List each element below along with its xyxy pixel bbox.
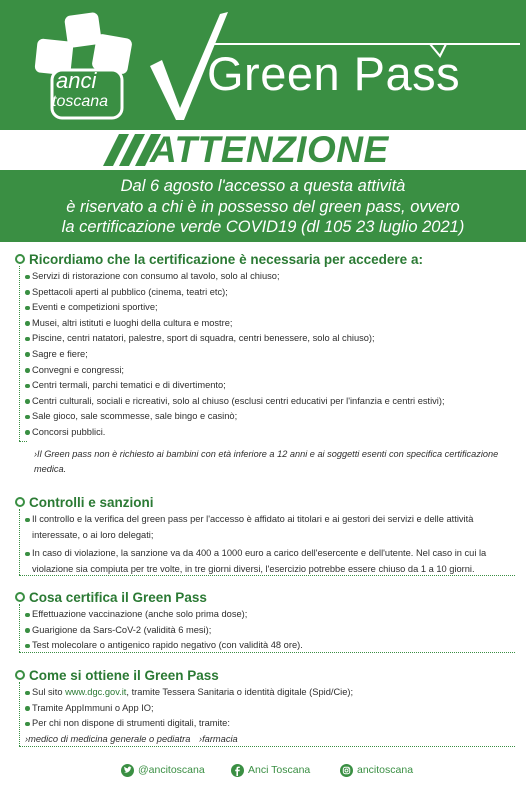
footer bbox=[0, 757, 526, 783]
section-title: Cosa certifica il Green Pass bbox=[15, 589, 515, 606]
logo-text-toscana: toscana bbox=[52, 93, 109, 110]
list-item: Concorsi pubblici. bbox=[25, 425, 515, 441]
list-item: Centri culturali, sociali e ricreativi, solo al chiuso (esclusi centri educativi per l'infanzia e centri estivi); bbox=[25, 394, 515, 410]
sub-option-doctor: ›medico di medicina generale o pediatra bbox=[25, 733, 191, 744]
facebook-icon bbox=[231, 764, 244, 777]
section-title: Ricordiamo che la certificazione è necessaria per accedere a: bbox=[15, 251, 515, 268]
section-access bbox=[15, 251, 515, 478]
bullet-ring-icon bbox=[15, 254, 25, 264]
list-item: Convegni e congressi; bbox=[25, 363, 515, 379]
list-item: Tramite AppImmuni o App IO; bbox=[25, 701, 515, 717]
twitter-link[interactable]: @ancitoscana bbox=[121, 763, 205, 777]
list-item: Eventi e competizioni sportive; bbox=[25, 300, 515, 316]
bullet-ring-icon bbox=[15, 670, 25, 680]
section-certifies bbox=[15, 589, 515, 654]
logo-text-anci: anci bbox=[56, 68, 97, 93]
notice-line: è riservato a chi è in possesso del green pass, ovvero bbox=[66, 197, 460, 216]
list-item: Musei, altri istituti e luoghi della cultura e mostre; bbox=[25, 316, 515, 332]
list-item: Piscine, centri natatori, palestre, sport di squadra, centri benessere, solo al chiuso); bbox=[25, 331, 515, 347]
section-controls bbox=[15, 494, 515, 577]
list-item: Per chi non dispone di strumenti digitali, tramite: bbox=[25, 716, 515, 732]
bullet-ring-icon bbox=[15, 592, 25, 602]
instagram-icon bbox=[340, 764, 353, 777]
page-title: Green Pass bbox=[207, 47, 461, 100]
list-item: Sul sito www.dgc.gov.it, tramite Tessera Sanitaria o identità digitale (Spid/Cie); bbox=[25, 685, 515, 701]
section-obtain bbox=[15, 667, 515, 747]
header bbox=[0, 0, 526, 130]
list-item: Centri termali, parchi tematici e di divertimento; bbox=[25, 378, 515, 394]
notice-box bbox=[0, 170, 526, 242]
list-item: Il controllo e la verifica del green pass per l'accesso è affidato ai titolari e ai gestori dei servizi e delle attività interessate, o ai loro delegati; bbox=[25, 512, 510, 543]
list-item: Effettuazione vaccinazione (anche solo prima dose); bbox=[25, 607, 515, 623]
instagram-link[interactable]: ancitoscana bbox=[340, 763, 413, 777]
sub-option-pharmacy: ›farmacia bbox=[198, 733, 238, 744]
notice-line: la certificazione verde COVID19 (dl 105 23 luglio 2021) bbox=[61, 218, 465, 236]
list-item: In caso di violazione, la sanzione va da 400 a 1000 euro a carico dell'esercente e dell'utente. Nel caso in cui la violazione sia compiuta per tre volte, in tre giorni diversi, l'esercizio potrebbe essere chiuso da 1 a 10 giorni. bbox=[25, 546, 510, 577]
list-item: Guarigione da Sars-CoV-2 (validità 6 mesi); bbox=[25, 623, 515, 639]
list-item: Sagre e fiere; bbox=[25, 347, 515, 363]
list-item: Servizi di ristorazione con consumo al tavolo, solo al chiuso; bbox=[25, 269, 515, 285]
dgc-link[interactable]: www.dgc.gov.it bbox=[65, 687, 127, 697]
list-item: Sale gioco, sale scommesse, sale bingo e casinò; bbox=[25, 409, 515, 425]
facebook-link[interactable]: Anci Toscana bbox=[231, 763, 310, 777]
list-item: Spettacoli aperti al pubblico (cinema, teatri etc); bbox=[25, 285, 515, 301]
exemption-note: ›Il Green pass non è richiesto ai bambini con età inferiore a 12 anni e ai soggetti esenti con specifica certificazione medica. bbox=[34, 448, 499, 475]
section-title: Controlli e sanzioni bbox=[15, 494, 515, 511]
bullet-ring-icon bbox=[15, 497, 25, 507]
notice-line: Dal 6 agosto l'accesso a questa attività bbox=[120, 177, 406, 195]
section-title: Come si ottiene il Green Pass bbox=[15, 667, 515, 684]
attention-banner: ATTENZIONE bbox=[150, 129, 389, 170]
list-item: Test molecolare o antigenico rapido negativo (con validità 48 ore). bbox=[25, 638, 515, 654]
twitter-icon bbox=[121, 764, 134, 777]
